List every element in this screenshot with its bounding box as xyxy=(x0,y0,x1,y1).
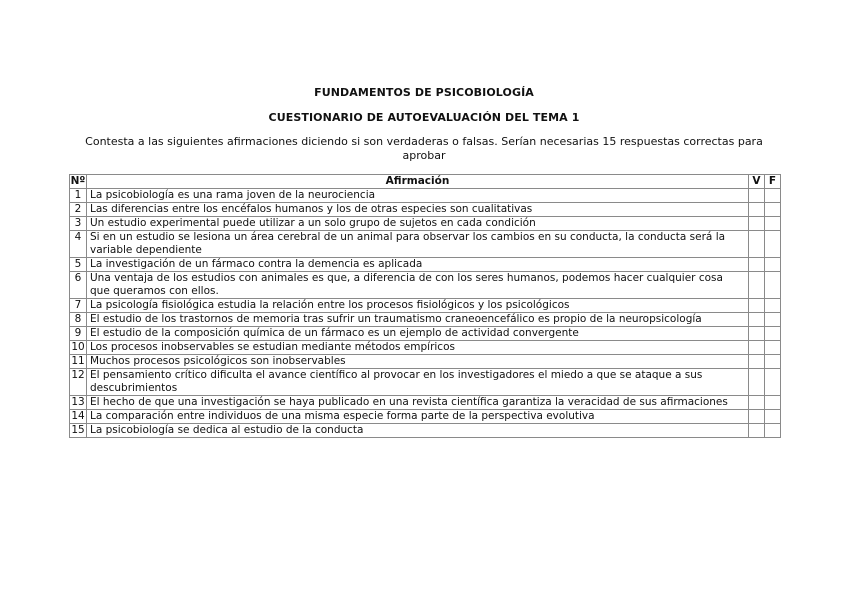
table-row xyxy=(70,203,781,217)
answer-true-cell[interactable] xyxy=(749,369,765,396)
answer-true-cell[interactable] xyxy=(749,355,765,369)
row-number: 10 xyxy=(71,341,85,353)
column-header-statement: Afirmación xyxy=(87,175,749,189)
answer-false-cell[interactable] xyxy=(765,258,781,272)
column-header-true: V xyxy=(749,175,765,189)
row-number: 3 xyxy=(70,217,87,231)
table-row xyxy=(70,231,781,258)
table-row xyxy=(70,341,781,355)
table-row xyxy=(70,258,781,272)
answer-true-cell[interactable] xyxy=(749,410,765,424)
answer-false-cell[interactable] xyxy=(765,369,781,396)
column-header-false: F xyxy=(765,175,781,189)
answer-false-cell[interactable] xyxy=(765,355,781,369)
row-number: 9 xyxy=(70,327,87,341)
document-title: FUNDAMENTOS DE PSICOBIOLOGÍA xyxy=(314,86,534,99)
answer-false-cell[interactable] xyxy=(765,231,781,258)
answer-true-cell[interactable] xyxy=(749,313,765,327)
statement-text: La psicología fisiológica estudia la relación entre los procesos fisiológicos y los psicológicos xyxy=(87,299,749,313)
answer-false-cell[interactable] xyxy=(765,217,781,231)
answer-false-cell[interactable] xyxy=(765,189,781,203)
answer-false-cell[interactable] xyxy=(765,410,781,424)
answer-true-cell[interactable] xyxy=(749,299,765,313)
statement-text: El estudio de la composición química de un fármaco es un ejemplo de actividad convergente xyxy=(87,327,749,341)
table-row xyxy=(70,217,781,231)
answer-true-cell[interactable] xyxy=(749,327,765,341)
row-number: 11 xyxy=(71,355,85,367)
statement-text: Las diferencias entre los encéfalos humanos y los de otras especies son cualitativas xyxy=(87,203,749,217)
statement-text: El hecho de que una investigación se haya publicado en una revista científica garantiza la veracidad de sus afirmaciones xyxy=(87,396,749,410)
questionnaire-table xyxy=(69,174,781,438)
statement-text: La psicobiología se dedica al estudio de la conducta xyxy=(87,424,749,438)
table-row xyxy=(70,327,781,341)
row-number: 12 xyxy=(70,369,87,396)
answer-false-cell[interactable] xyxy=(765,327,781,341)
answer-true-cell[interactable] xyxy=(749,424,765,438)
answer-true-cell[interactable] xyxy=(749,217,765,231)
statement-text: La investigación de un fármaco contra la demencia es aplicada xyxy=(87,258,749,272)
table-row xyxy=(70,369,781,396)
table-row xyxy=(70,424,781,438)
table-row xyxy=(70,355,781,369)
answer-false-cell[interactable] xyxy=(765,341,781,355)
table-row xyxy=(70,299,781,313)
answer-true-cell[interactable] xyxy=(749,258,765,272)
statement-text: La psicobiología es una rama joven de la neurociencia xyxy=(87,189,749,203)
answer-true-cell[interactable] xyxy=(749,231,765,258)
statement-text: Si en un estudio se lesiona un área cerebral de un animal para observar los cambios en su conducta, la conducta será la variable dependiente xyxy=(87,231,749,258)
answer-false-cell[interactable] xyxy=(765,203,781,217)
row-number: 2 xyxy=(70,203,87,217)
row-number: 7 xyxy=(70,299,87,313)
row-number: 5 xyxy=(70,258,87,272)
statement-text: Muchos procesos psicológicos son inobservables xyxy=(87,355,749,369)
table-row xyxy=(70,313,781,327)
statement-text: El pensamiento crítico dificulta el avance científico al provocar en los investigadores el miedo a que se ataque a sus descubrimientos xyxy=(87,369,749,396)
answer-false-cell[interactable] xyxy=(765,299,781,313)
statement-text: El estudio de los trastornos de memoria tras sufrir un traumatismo craneoencefálico es propio de la neuropsicología xyxy=(87,313,749,327)
table-row xyxy=(70,410,781,424)
answer-false-cell[interactable] xyxy=(765,272,781,299)
row-number: 13 xyxy=(71,396,85,408)
statement-text: Una ventaja de los estudios con animales es que, a diferencia de con los seres humanos, podemos hacer cualquier cosa que queramos con ellos. xyxy=(87,272,749,299)
document-subtitle: CUESTIONARIO DE AUTOEVALUACIÓN DEL TEMA 1 xyxy=(268,111,580,124)
row-number: 6 xyxy=(70,272,87,299)
row-number: 8 xyxy=(70,313,87,327)
answer-false-cell[interactable] xyxy=(765,396,781,410)
table-row xyxy=(70,189,781,203)
row-number: 1 xyxy=(70,189,87,203)
statement-text: La comparación entre individuos de una misma especie forma parte de la perspectiva evolutiva xyxy=(87,410,749,424)
answer-true-cell[interactable] xyxy=(749,341,765,355)
statement-text: Los procesos inobservables se estudian mediante métodos empíricos xyxy=(87,341,749,355)
instructions-text: Contesta a las siguientes afirmaciones diciendo si son verdaderas o falsas. Serían necesarias 15 respuestas correctas para aprobar xyxy=(85,135,763,162)
answer-true-cell[interactable] xyxy=(749,272,765,299)
row-number: 4 xyxy=(70,231,87,258)
table-row xyxy=(70,272,781,299)
answer-false-cell[interactable] xyxy=(765,313,781,327)
statement-text: Un estudio experimental puede utilizar a un solo grupo de sujetos en cada condición xyxy=(87,217,749,231)
column-header-number: Nº xyxy=(70,175,86,187)
answer-false-cell[interactable] xyxy=(765,424,781,438)
answer-true-cell[interactable] xyxy=(749,203,765,217)
answer-true-cell[interactable] xyxy=(749,396,765,410)
row-number: 14 xyxy=(71,410,85,422)
answer-true-cell[interactable] xyxy=(749,189,765,203)
row-number: 15 xyxy=(71,424,85,436)
table-header-row xyxy=(70,175,781,189)
table-row xyxy=(70,396,781,410)
